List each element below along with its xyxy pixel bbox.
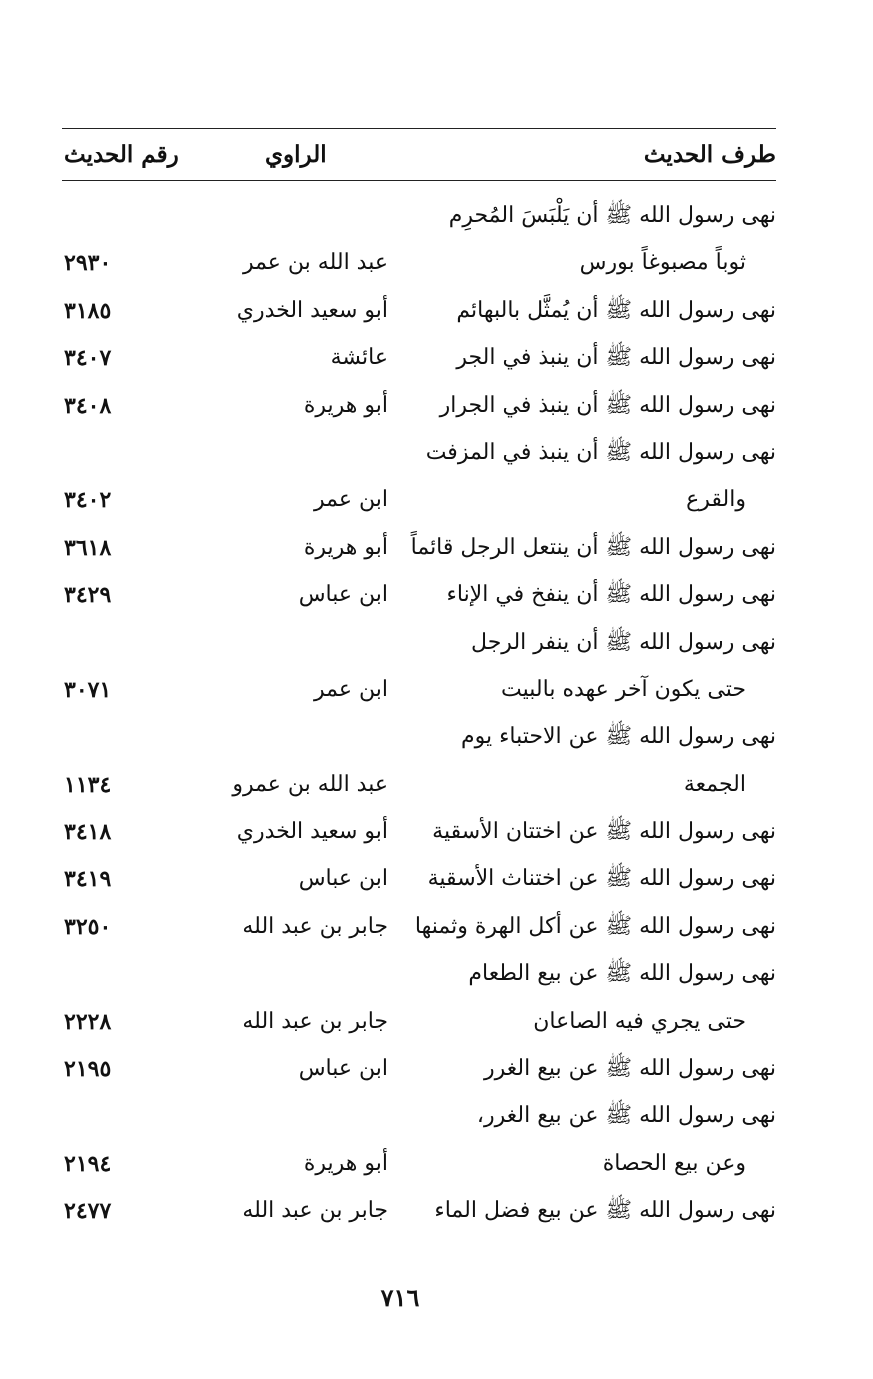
index-row (0, 431, 873, 478)
hadith-number: ٣٤٠٢ (64, 487, 112, 514)
index-row (0, 1000, 873, 1047)
narrator: عبد الله بن عمر (242, 250, 388, 276)
index-row (0, 336, 873, 383)
hadith-text: حتى يجري فيه الصاعان (533, 1008, 746, 1034)
index-row (0, 905, 873, 952)
hadith-index-list (0, 194, 873, 1237)
hadith-number: ٣٦١٨ (64, 534, 112, 561)
narrator: أبو سعيد الخدري (236, 297, 388, 323)
hadith-text: حتى يكون آخر عهده بالبيت (501, 676, 746, 702)
narrator: أبو سعيد الخدري (236, 819, 388, 845)
hadith-text: نهى رسول الله ﷺ أن ينبذ في المزفت (425, 439, 776, 465)
hadith-text: نهى رسول الله ﷺ أن ينفر الرجل (471, 629, 776, 655)
index-row (0, 763, 873, 810)
index-row (0, 289, 873, 336)
index-row (0, 810, 873, 857)
index-row (0, 478, 873, 525)
hadith-text: نهى رسول الله ﷺ عن اختناث الأسقية (427, 866, 776, 892)
hadith-text: نهى رسول الله ﷺ أن ينتعل الرجل قائماً (410, 534, 776, 560)
hadith-text: وعن بيع الحصاة (602, 1150, 746, 1176)
index-row (0, 573, 873, 620)
hadith-text: نهى رسول الله ﷺ عن بيع الغرر (484, 1056, 776, 1082)
narrator: عبد الله بن عمرو (232, 771, 388, 797)
hadith-text: نهى رسول الله ﷺ أن ينبذ في الجر (456, 345, 776, 371)
narrator: جابر بن عبد الله (242, 913, 388, 939)
index-row (0, 194, 873, 241)
hadith-number: ٢٤٧٧ (64, 1198, 112, 1225)
hadith-number: ٢٩٣٠ (64, 250, 112, 277)
hadith-text: نهى رسول الله ﷺ عن الاحتباء يوم (460, 724, 776, 750)
narrator: جابر بن عبد الله (242, 1198, 388, 1224)
hadith-number: ٣٤٢٩ (64, 582, 112, 609)
hadith-number: ٣٢٥٠ (64, 913, 112, 940)
hadith-text: نهى رسول الله ﷺ أن يُمثَّل بالبهائم (456, 297, 776, 323)
index-row (0, 857, 873, 904)
index-row (0, 526, 873, 573)
index-row (0, 1189, 873, 1236)
hadith-text: نهى رسول الله ﷺ عن أكل الهرة وثمنها (414, 913, 776, 939)
hadith-text: والقرع (686, 487, 746, 513)
index-row (0, 1047, 873, 1094)
narrator: أبو هريرة (303, 392, 388, 418)
hadith-number: ٣٤١٨ (64, 819, 112, 846)
hadith-number: ٣٤٠٨ (64, 392, 112, 419)
narrator: ابن عمر (314, 676, 388, 702)
hadith-number: ٢٢٢٨ (64, 1008, 112, 1035)
hadith-text: نهى رسول الله ﷺ أن ينبذ في الجرار (439, 392, 776, 418)
index-row (0, 1094, 873, 1141)
hadith-text: نهى رسول الله ﷺ أن ينفخ في الإناء (446, 582, 776, 608)
hadith-number: ٢١٩٥ (64, 1056, 112, 1083)
narrator: ابن عمر (314, 487, 388, 513)
top-rule (62, 128, 776, 129)
hadith-text: نهى رسول الله ﷺ أن يَلْبَسَ المُحرِم (448, 203, 776, 228)
hadith-number: ٣٤١٩ (64, 866, 112, 893)
hadith-number: ٣٤٠٧ (64, 345, 112, 372)
hadith-number: ٢١٩٤ (64, 1150, 112, 1177)
header-underline (62, 180, 776, 181)
hadith-number: ١١٣٤ (64, 771, 112, 798)
header-narrator: الراوي (265, 141, 327, 168)
index-row (0, 1142, 873, 1189)
hadith-text: الجمعة (683, 771, 746, 797)
header-hadith-number: رقم الحديث (64, 141, 179, 168)
index-row (0, 621, 873, 668)
hadith-text: نهى رسول الله ﷺ عن بيع الطعام (468, 961, 776, 987)
index-row (0, 952, 873, 999)
hadith-number: ٣٠٧١ (64, 676, 112, 703)
narrator: ابن عباس (298, 866, 388, 892)
hadith-number: ٣١٨٥ (64, 297, 112, 324)
header-hadith-text: طرف الحديث (643, 141, 776, 168)
narrator: جابر بن عبد الله (242, 1008, 388, 1034)
hadith-text: ثوباً مصبوغاً بورس (579, 250, 746, 276)
hadith-text: نهى رسول الله ﷺ عن بيع الغرر، (476, 1103, 776, 1129)
narrator: عائشة (330, 345, 388, 371)
page-number: ٧١٦ (380, 1283, 420, 1312)
narrator: أبو هريرة (303, 1150, 388, 1176)
index-row (0, 241, 873, 288)
index-row (0, 384, 873, 431)
narrator: ابن عباس (298, 582, 388, 608)
hadith-text: نهى رسول الله ﷺ عن اختتان الأسقية (432, 819, 776, 845)
narrator: أبو هريرة (303, 534, 388, 560)
index-row (0, 668, 873, 715)
index-row (0, 715, 873, 762)
hadith-text: نهى رسول الله ﷺ عن بيع فضل الماء (434, 1198, 776, 1224)
narrator: ابن عباس (298, 1056, 388, 1082)
